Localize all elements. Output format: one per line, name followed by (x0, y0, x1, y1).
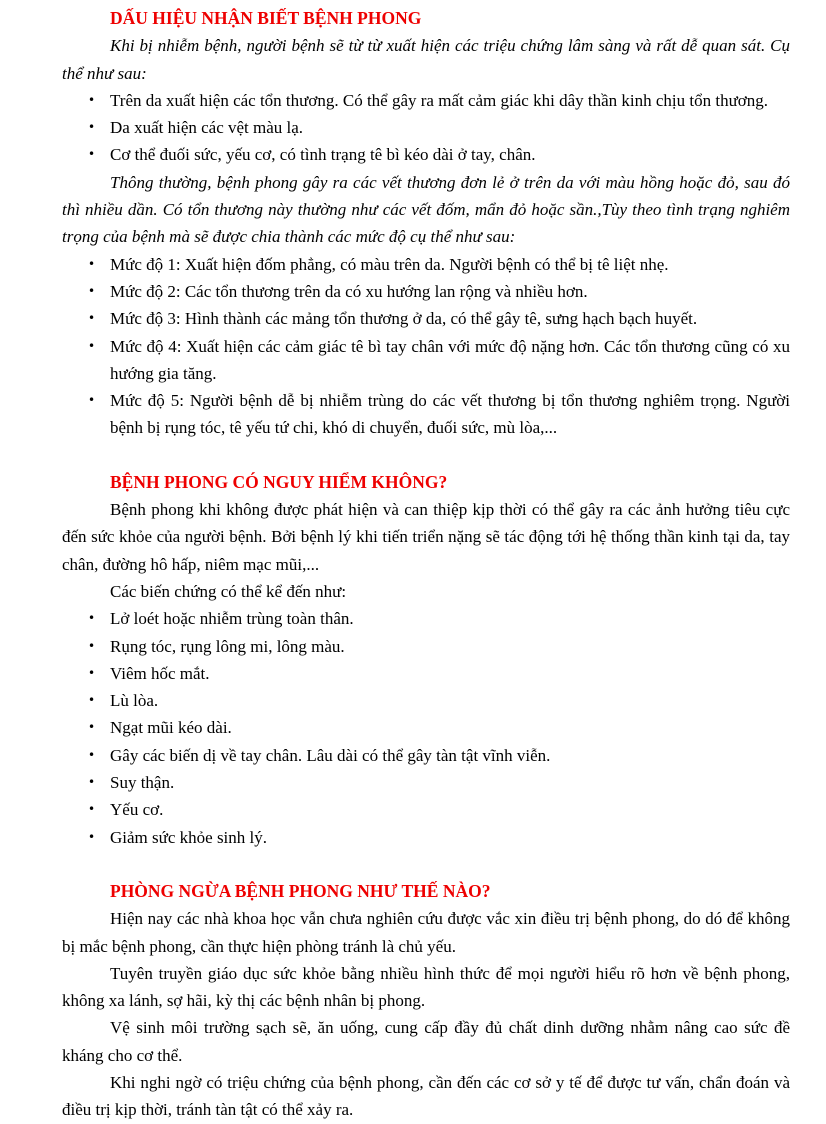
bullet-icon: • (88, 665, 96, 680)
list-item-text: Mức độ 3: Hình thành các mảng tổn thương ở da, có thể gây tê, sưng hạch bạch huyết. (110, 309, 698, 329)
list-item-text: Suy thận. (110, 773, 175, 793)
bullet-icon: • (88, 338, 96, 353)
bullet-icon: • (88, 802, 96, 817)
list-item (62, 278, 790, 305)
list-item-text: Mức độ 4: Xuất hiện các cảm giác tê bì tay chân với mức độ nặng hơn. Các tổn thương cũng có xu hướng gia tăng. (110, 336, 790, 383)
list-item (62, 796, 790, 823)
bullet-icon: • (88, 775, 96, 790)
bullet-icon: • (88, 829, 96, 844)
list-item (62, 824, 790, 851)
section-prevention (62, 878, 790, 1124)
complications-bullet-list (62, 605, 790, 851)
list-item-text: Yếu cơ. (110, 800, 164, 820)
paragraph: Các biến chứng có thể kể đến như: (110, 581, 347, 601)
list-item-text: Giảm sức khỏe sinh lý. (110, 827, 268, 847)
section-heading-prevention: PHÒNG NGỪA BỆNH PHONG NHƯ THẾ NÀO? (110, 880, 491, 901)
list-item-text: Viêm hốc mắt. (110, 663, 210, 683)
bullet-icon: • (88, 393, 96, 408)
list-item (62, 605, 790, 632)
bullet-icon: • (88, 147, 96, 162)
list-item (62, 87, 790, 114)
section-signs (62, 5, 790, 442)
list-item (62, 660, 790, 687)
list-item-text: Da xuất hiện các vệt màu lạ. (110, 118, 304, 138)
section-heading-signs: DẤU HIỆU NHẬN BIẾT BỆNH PHONG (110, 8, 422, 28)
list-item (62, 742, 790, 769)
section-danger (62, 469, 790, 851)
list-item-text: Rụng tóc, rụng lông mi, lông màu. (110, 636, 345, 656)
bullet-icon: • (88, 311, 96, 326)
list-item (62, 305, 790, 332)
list-item (62, 633, 790, 660)
list-item-text: Ngạt mũi kéo dài. (110, 718, 232, 738)
paragraph: Bệnh phong khi không được phát hiện và can thiệp kịp thời có thể gây ra các ảnh hưởng tiêu cực đến sức khỏe của người bệnh. Bởi bệnh lý khi tiến triển nặng sẽ tác động tới hệ thống thần kinh tại da, tay chân, đường hô hấp, niêm mạc mũi,... (62, 500, 790, 574)
list-item-text: Mức độ 1: Xuất hiện đốm phẳng, có màu trên da. Người bệnh có thể bị tê liệt nhẹ. (110, 254, 669, 274)
bullet-icon: • (88, 92, 96, 107)
list-item (62, 687, 790, 714)
list-item (62, 251, 790, 278)
paragraph: Hiện nay các nhà khoa học vẫn chưa nghiên cứu được vắc xin điều trị bệnh phong, do dó để không bị mắc bệnh phong, cần thực hiện phòng tránh là chủ yếu. (62, 909, 790, 956)
list-item-text: Lù lòa. (110, 691, 159, 711)
levels-bullet-list (62, 251, 790, 442)
paragraph: Vệ sinh môi trường sạch sẽ, ăn uống, cung cấp đầy đủ chất dinh dưỡng nhằm nâng cao sức đề kháng cho cơ thể. (62, 1018, 790, 1065)
list-item (62, 114, 790, 141)
list-item (62, 714, 790, 741)
list-item (62, 769, 790, 796)
list-item (62, 387, 790, 442)
list-item (62, 333, 790, 388)
bullet-icon: • (88, 611, 96, 626)
list-item-text: Gây các biến dị về tay chân. Lâu dài có thể gây tàn tật vĩnh viễn. (110, 745, 551, 765)
bullet-icon: • (88, 638, 96, 653)
bullet-icon: • (88, 747, 96, 762)
list-item-text: Mức độ 2: Các tổn thương trên da có xu hướng lan rộng và nhiều hơn. (110, 281, 588, 301)
paragraph: Khi nghi ngờ có triệu chứng của bệnh phong, cần đến các cơ sở y tế để được tư vấn, chẩn đoán và điều trị kịp thời, tránh tàn tật có thể xảy ra. (62, 1072, 790, 1120)
bullet-icon: • (88, 256, 96, 271)
paragraph: Tuyên truyền giáo dục sức khỏe bằng nhiều hình thức để mọi người hiểu rõ hơn về bệnh phong, không xa lánh, sợ hãi, kỳ thị các bệnh nhân bị phong. (62, 963, 790, 1011)
list-item-text: Lở loét hoặc nhiễm trùng toàn thân. (110, 609, 354, 629)
list-item-text: Trên da xuất hiện các tổn thương. Có thể gây ra mất cảm giác khi dây thần kinh chịu tổn thương. (110, 90, 769, 110)
list-item (62, 141, 790, 168)
list-item-text: Cơ thể đuối sức, yếu cơ, có tình trạng tê bì kéo dài ở tay, chân. (110, 145, 536, 165)
bullet-icon: • (88, 720, 96, 735)
list-item-text: Mức độ 5: Người bệnh dễ bị nhiễm trùng do các vết thương bị tổn thương nghiêm trọng. Người bệnh bị rụng tóc, tê yếu tứ chi, khó di chuyển, đuối sức, mù lòa,... (110, 391, 790, 438)
intro-paragraph: Khi bị nhiễm bệnh, người bệnh sẽ từ từ xuất hiện các triệu chứng lâm sàng và rất dễ quan sát. Cụ thể như sau: (62, 36, 790, 83)
bullet-icon: • (88, 120, 96, 135)
section-heading-danger: BỆNH PHONG CÓ NGUY HIỂM KHÔNG? (110, 471, 448, 492)
signs-bullet-list (62, 87, 790, 169)
bullet-icon: • (88, 283, 96, 298)
bullet-icon: • (88, 693, 96, 708)
note-paragraph: Thông thường, bệnh phong gây ra các vết thương đơn lẻ ở trên da với màu hồng hoặc đỏ, sau đó thì nhiều dần. Có tổn thương này thường như các vết đốm, mẩn đỏ hoặc sần.,Tùy theo tình trạng nghiêm trọng của bệnh mà sẽ được chia thành các mức độ cụ thể như sau: (62, 172, 790, 247)
